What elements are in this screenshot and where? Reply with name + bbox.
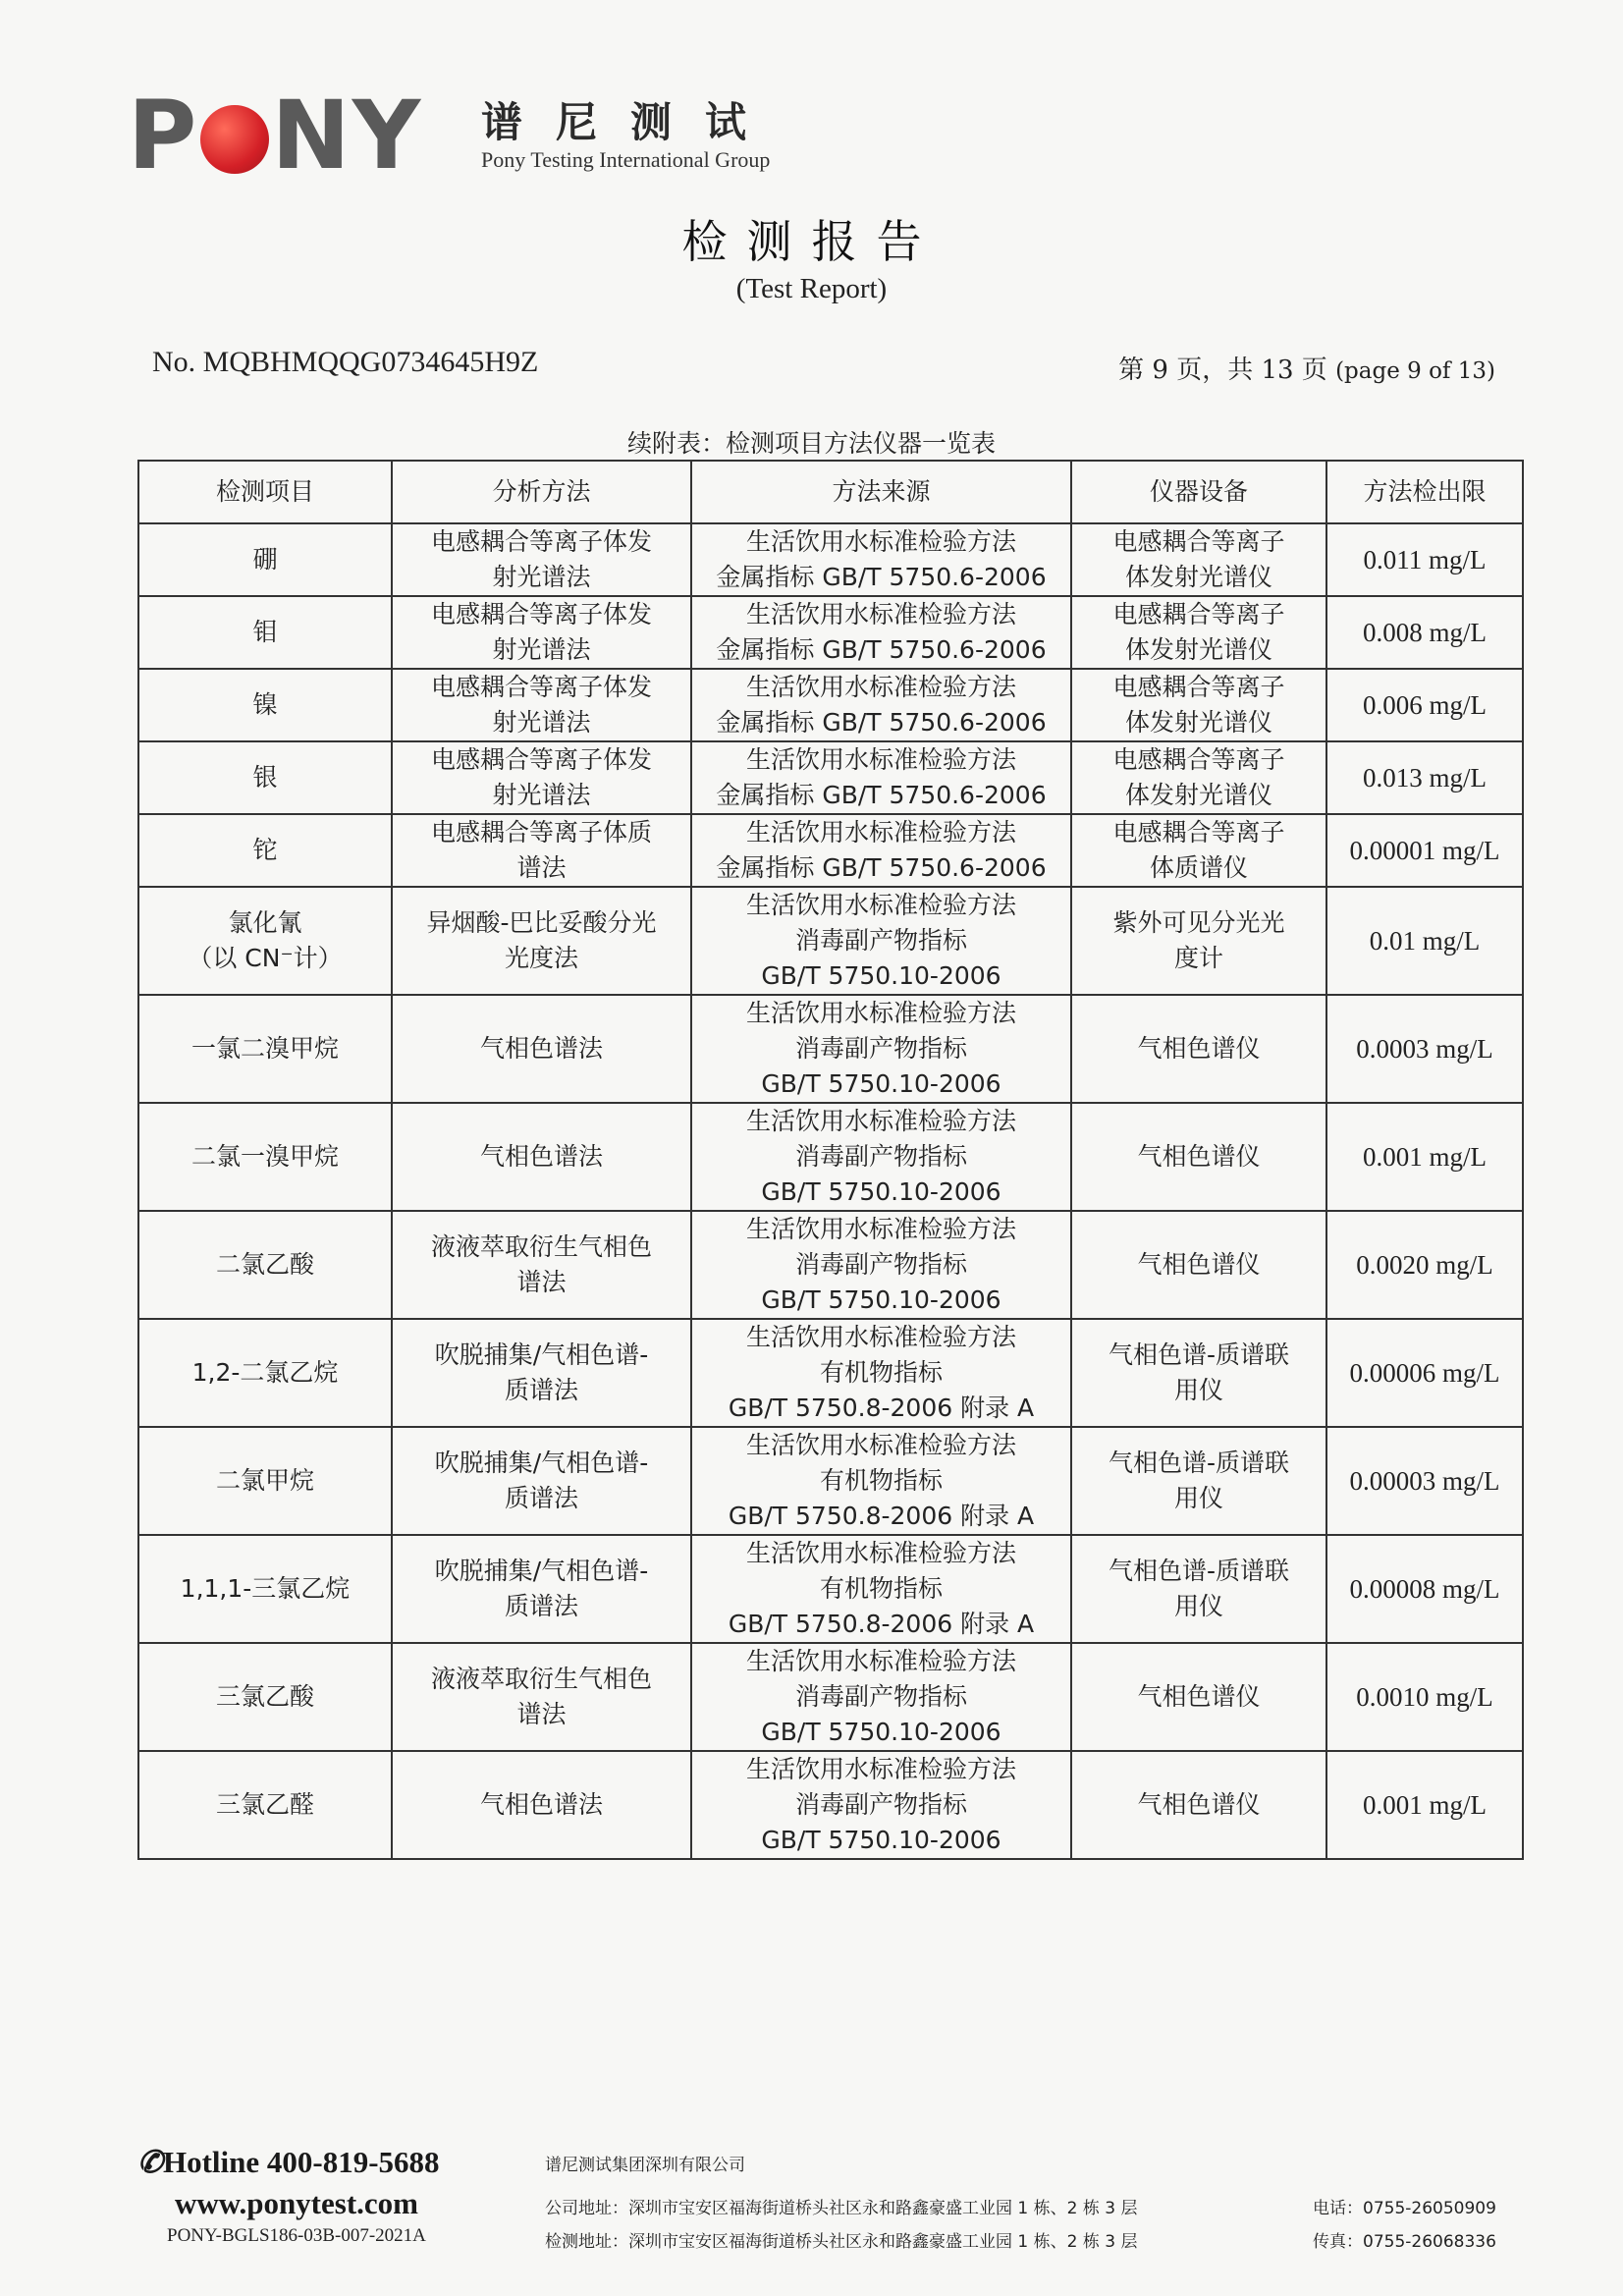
instrument-cell-line: 用仪: [1173, 1592, 1223, 1620]
method-cell-line: 气相色谱法: [479, 1790, 603, 1819]
method-cell-line: 电感耦合等离子体发: [430, 745, 652, 774]
page-info-cn: 第 9 页，共 13 页: [1118, 355, 1327, 385]
instrument-cell-line: 体发射光谱仪: [1124, 781, 1272, 809]
limit-cell: 0.0003 mg/L: [1326, 995, 1523, 1103]
source-cell: [691, 669, 1071, 741]
logo-word: P NY: [128, 81, 423, 191]
item-cell-line: 银: [252, 763, 278, 792]
item-cell-line: 镍: [252, 690, 278, 719]
item-cell-line: 氯化氰: [228, 908, 302, 937]
item-cell: [138, 1751, 392, 1859]
method-cell-line: 射光谱法: [492, 635, 591, 664]
source-cell-line: 生活饮用水标准检验方法: [745, 600, 1016, 629]
source-cell: [691, 523, 1071, 596]
method-cell-line: 异烟酸-巴比妥酸分光: [426, 908, 657, 937]
source-cell: [691, 1643, 1071, 1751]
method-cell: [392, 741, 691, 814]
source-cell-line: 生活饮用水标准检验方法: [745, 527, 1016, 556]
item-cell: [138, 741, 392, 814]
item-cell-line: 1,2-二氯乙烷: [191, 1358, 339, 1387]
method-cell-line: 电感耦合等离子体发: [430, 600, 652, 629]
source-cell-line: GB/T 5750.10-2006: [761, 1285, 1001, 1314]
limit-cell: 0.00006 mg/L: [1326, 1319, 1523, 1427]
methods-table: [137, 460, 1524, 1860]
table-row: [138, 1751, 1523, 1859]
table-row: [138, 1103, 1523, 1211]
method-cell: [392, 995, 691, 1103]
source-cell-line: 金属指标 GB/T 5750.6-2006: [716, 635, 1047, 664]
source-cell: [691, 995, 1071, 1103]
source-cell-line: 消毒副产物指标: [794, 1142, 967, 1171]
table-row: [138, 596, 1523, 669]
source-cell: [691, 814, 1071, 887]
instrument-cell-line: 电感耦合等离子: [1112, 818, 1285, 847]
method-cell-line: 电感耦合等离子体发: [430, 673, 652, 701]
item-cell-line: 一氯二溴甲烷: [190, 1034, 339, 1063]
item-cell: [138, 669, 392, 741]
header-method: 分析方法: [392, 461, 691, 523]
method-cell: [392, 523, 691, 596]
header-instrument: 仪器设备: [1071, 461, 1326, 523]
item-cell-line: 钼: [252, 618, 278, 646]
item-cell: [138, 523, 392, 596]
instrument-cell-line: 体发射光谱仪: [1124, 563, 1272, 591]
form-code: PONY-BGLS186-03B-007-2021A: [167, 2225, 426, 2246]
method-cell: [392, 1211, 691, 1319]
method-cell-line: 质谱法: [504, 1592, 578, 1620]
table-row: [138, 1319, 1523, 1427]
item-cell: [138, 1211, 392, 1319]
logo-en-name: Pony Testing International Group: [481, 147, 771, 172]
method-cell: [392, 1643, 691, 1751]
item-cell-line: （以 CN⁻计）: [188, 944, 343, 972]
method-cell: [392, 1751, 691, 1859]
limit-cell: 0.006 mg/L: [1326, 669, 1523, 741]
source-cell-line: 生活饮用水标准检验方法: [745, 1539, 1016, 1567]
source-cell-line: GB/T 5750.10-2006: [761, 961, 1001, 990]
item-cell: [138, 1103, 392, 1211]
source-cell-line: 生活饮用水标准检验方法: [745, 1215, 1016, 1243]
table-row: [138, 814, 1523, 887]
instrument-cell-line: 电感耦合等离子: [1112, 527, 1285, 556]
instrument-cell: [1071, 887, 1326, 995]
method-cell-line: 吹脱捕集/气相色谱-: [434, 1449, 649, 1477]
method-cell: [392, 669, 691, 741]
instrument-cell-line: 气相色谱仪: [1137, 1790, 1261, 1819]
instrument-cell-line: 用仪: [1173, 1484, 1223, 1512]
item-cell-line: 二氯一溴甲烷: [190, 1142, 339, 1171]
method-cell: [392, 1535, 691, 1643]
source-cell-line: 金属指标 GB/T 5750.6-2006: [716, 853, 1047, 882]
source-cell: [691, 741, 1071, 814]
hotline: [137, 2145, 440, 2180]
instrument-cell-line: 气相色谱-质谱联: [1108, 1449, 1290, 1477]
method-cell-line: 液液萃取衍生气相色: [430, 1665, 652, 1693]
method-cell-line: 射光谱法: [492, 708, 591, 737]
fax: 传真：0755-26068336: [1313, 2232, 1496, 2252]
method-cell-line: 质谱法: [504, 1376, 578, 1404]
source-cell-line: GB/T 5750.10-2006: [761, 1826, 1001, 1854]
item-cell: [138, 995, 392, 1103]
limit-cell: 0.00008 mg/L: [1326, 1535, 1523, 1643]
method-cell: [392, 814, 691, 887]
limit-cell: 0.008 mg/L: [1326, 596, 1523, 669]
item-cell-line: 1,1,1-三氯乙烷: [180, 1574, 351, 1603]
limit-cell: 0.0020 mg/L: [1326, 1211, 1523, 1319]
method-cell-line: 谱法: [516, 1700, 567, 1728]
instrument-cell-line: 电感耦合等离子: [1112, 600, 1285, 629]
source-cell-line: GB/T 5750.8-2006 附录 A: [728, 1610, 1035, 1638]
website: www.ponytest.com: [175, 2186, 418, 2220]
limit-cell: 0.013 mg/L: [1326, 741, 1523, 814]
instrument-cell: [1071, 1211, 1326, 1319]
instrument-cell-line: 度计: [1173, 944, 1223, 972]
table-row: [138, 741, 1523, 814]
source-cell-line: GB/T 5750.8-2006 附录 A: [728, 1394, 1035, 1422]
instrument-cell: [1071, 523, 1326, 596]
item-cell: [138, 1643, 392, 1751]
item-cell: [138, 596, 392, 669]
instrument-cell-line: 气相色谱-质谱联: [1108, 1557, 1290, 1585]
report-subtitle: (Test Report): [735, 273, 888, 304]
item-cell-line: 二氯甲烷: [215, 1466, 314, 1495]
limit-cell: 0.00003 mg/L: [1326, 1427, 1523, 1535]
source-cell-line: GB/T 5750.10-2006: [761, 1718, 1001, 1746]
source-cell-line: 生活饮用水标准检验方法: [745, 1107, 1016, 1135]
source-cell: [691, 1751, 1071, 1859]
instrument-cell-line: 体发射光谱仪: [1124, 708, 1272, 737]
source-cell-line: 生活饮用水标准检验方法: [745, 891, 1016, 919]
item-cell: [138, 1319, 392, 1427]
source-cell: [691, 1319, 1071, 1427]
item-cell: [138, 1427, 392, 1535]
method-cell: [392, 1319, 691, 1427]
header-limit: 方法检出限: [1326, 461, 1523, 523]
report-number: No. MQBHMQQG0734645H9Z: [152, 346, 539, 378]
item-cell: [138, 887, 392, 995]
source-cell-line: 生活饮用水标准检验方法: [745, 1431, 1016, 1459]
source-cell-line: 生活饮用水标准检验方法: [745, 818, 1016, 847]
table-row: [138, 1211, 1523, 1319]
source-cell: [691, 1103, 1071, 1211]
instrument-cell: [1071, 741, 1326, 814]
item-cell-line: 三氯乙醛: [215, 1790, 314, 1819]
method-cell-line: 质谱法: [504, 1484, 578, 1512]
header-source: 方法来源: [691, 461, 1071, 523]
method-cell-line: 谱法: [516, 853, 567, 882]
item-cell-line: 铊: [252, 836, 278, 864]
page-info: [1118, 350, 1495, 386]
instrument-cell-line: 气相色谱仪: [1137, 1142, 1261, 1171]
company-address: 公司地址：深圳市宝安区福海街道桥头社区永和路鑫豪盛工业园 1 栋、2 栋 3 层: [545, 2199, 1138, 2218]
method-cell-line: 气相色谱法: [479, 1142, 603, 1171]
telephone: 电话：0755-26050909: [1313, 2199, 1496, 2218]
report-title: 检测报告: [681, 215, 942, 268]
instrument-cell: [1071, 1751, 1326, 1859]
instrument-cell-line: 电感耦合等离子: [1112, 745, 1285, 774]
table-row: [138, 1643, 1523, 1751]
source-cell-line: 消毒副产物指标: [794, 1034, 967, 1063]
table-row: [138, 1427, 1523, 1535]
limit-cell: 0.001 mg/L: [1326, 1103, 1523, 1211]
method-cell-line: 射光谱法: [492, 781, 591, 809]
source-cell-line: 金属指标 GB/T 5750.6-2006: [716, 708, 1047, 737]
limit-cell: 0.0010 mg/L: [1326, 1643, 1523, 1751]
source-cell-line: 生活饮用水标准检验方法: [745, 673, 1016, 701]
method-cell-line: 光度法: [504, 944, 578, 972]
source-cell-line: 生活饮用水标准检验方法: [745, 999, 1016, 1027]
method-cell: [392, 1427, 691, 1535]
instrument-cell: [1071, 814, 1326, 887]
limit-cell: 0.00001 mg/L: [1326, 814, 1523, 887]
table-row: [138, 1535, 1523, 1643]
item-cell-line: 三氯乙酸: [215, 1682, 314, 1711]
instrument-cell-line: 电感耦合等离子: [1112, 673, 1285, 701]
method-cell-line: 电感耦合等离子体质: [430, 818, 652, 847]
page-info-en: (page 9 of 13): [1335, 358, 1495, 384]
instrument-cell-line: 气相色谱仪: [1137, 1682, 1261, 1711]
phone-icon: ✆: [137, 2145, 163, 2179]
method-cell-line: 电感耦合等离子体发: [430, 527, 652, 556]
instrument-cell: [1071, 1643, 1326, 1751]
instrument-cell: [1071, 1535, 1326, 1643]
source-cell-line: 消毒副产物指标: [794, 1790, 967, 1819]
source-cell-line: 金属指标 GB/T 5750.6-2006: [716, 781, 1047, 809]
instrument-cell-line: 紫外可见分光光: [1112, 908, 1285, 937]
method-cell-line: 吹脱捕集/气相色谱-: [434, 1340, 649, 1369]
source-cell-line: 有机物指标: [819, 1574, 943, 1603]
source-cell: [691, 1535, 1071, 1643]
table-row: [138, 887, 1523, 995]
instrument-cell: [1071, 669, 1326, 741]
item-cell: [138, 1535, 392, 1643]
instrument-cell-line: 用仪: [1173, 1376, 1223, 1404]
method-cell-line: 射光谱法: [492, 563, 591, 591]
table-row: [138, 669, 1523, 741]
instrument-cell-line: 体质谱仪: [1149, 853, 1248, 882]
limit-cell: 0.001 mg/L: [1326, 1751, 1523, 1859]
instrument-cell: [1071, 1427, 1326, 1535]
instrument-cell-line: 气相色谱-质谱联: [1108, 1340, 1290, 1369]
source-cell-line: 有机物指标: [819, 1466, 943, 1495]
method-cell-line: 液液萃取衍生气相色: [430, 1232, 652, 1261]
company-name: 谱尼测试集团深圳有限公司: [545, 2156, 745, 2175]
instrument-cell: [1071, 1319, 1326, 1427]
logo-cn-name: 谱尼测试: [481, 98, 781, 146]
method-cell-line: 吹脱捕集/气相色谱-: [434, 1557, 649, 1585]
source-cell-line: 消毒副产物指标: [794, 926, 967, 955]
instrument-cell: [1071, 596, 1326, 669]
instrument-cell-line: 体发射光谱仪: [1124, 635, 1272, 664]
table-body: [138, 523, 1523, 1859]
instrument-cell-line: 气相色谱仪: [1137, 1034, 1261, 1063]
source-cell-line: 生活饮用水标准检验方法: [745, 1647, 1016, 1675]
source-cell: [691, 887, 1071, 995]
source-cell-line: 生活饮用水标准检验方法: [745, 1323, 1016, 1351]
source-cell-line: 消毒副产物指标: [794, 1682, 967, 1711]
hotline-text: Hotline 400-819-5688: [162, 2145, 440, 2179]
source-cell-line: 生活饮用水标准检验方法: [745, 745, 1016, 774]
table-row: [138, 995, 1523, 1103]
table-row: [138, 523, 1523, 596]
source-cell: [691, 1211, 1071, 1319]
instrument-cell: [1071, 1103, 1326, 1211]
method-cell-line: 谱法: [516, 1268, 567, 1296]
source-cell: [691, 596, 1071, 669]
limit-cell: 0.01 mg/L: [1326, 887, 1523, 995]
source-cell-line: 生活饮用水标准检验方法: [745, 1755, 1016, 1783]
source-cell-line: GB/T 5750.8-2006 附录 A: [728, 1502, 1035, 1530]
source-cell-line: 金属指标 GB/T 5750.6-2006: [716, 563, 1047, 591]
test-address: 检测地址：深圳市宝安区福海街道桥头社区永和路鑫豪盛工业园 1 栋、2 栋 3 层: [545, 2232, 1138, 2252]
source-cell-line: GB/T 5750.10-2006: [761, 1069, 1001, 1098]
method-cell: [392, 596, 691, 669]
source-cell: [691, 1427, 1071, 1535]
table-caption: 续附表：检测项目方法仪器一览表: [626, 429, 996, 458]
company-logo: [128, 81, 835, 191]
header-item: 检测项目: [138, 461, 392, 523]
source-cell-line: 有机物指标: [819, 1358, 943, 1387]
item-cell: [138, 814, 392, 887]
table-header-row: [138, 461, 1523, 523]
source-cell-line: GB/T 5750.10-2006: [761, 1177, 1001, 1206]
source-cell-line: 消毒副产物指标: [794, 1250, 967, 1279]
limit-cell: 0.011 mg/L: [1326, 523, 1523, 596]
instrument-cell: [1071, 995, 1326, 1103]
instrument-cell-line: 气相色谱仪: [1137, 1250, 1261, 1279]
method-cell: [392, 1103, 691, 1211]
method-cell-line: 气相色谱法: [479, 1034, 603, 1063]
item-cell-line: 二氯乙酸: [215, 1250, 314, 1279]
item-cell-line: 硼: [252, 545, 278, 574]
method-cell: [392, 887, 691, 995]
